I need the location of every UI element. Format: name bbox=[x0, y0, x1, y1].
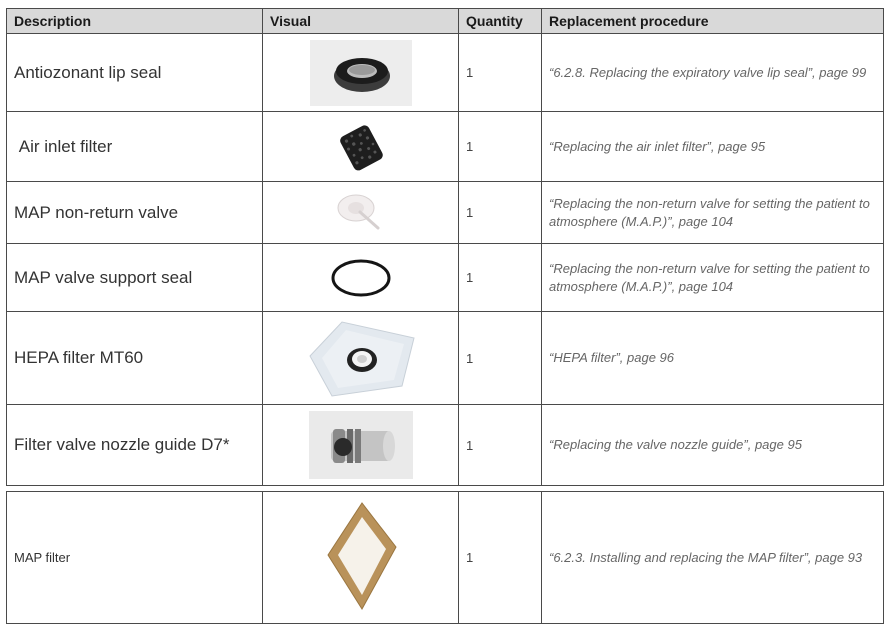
table-row bbox=[7, 244, 884, 312]
row-description: HEPA filter MT60 bbox=[7, 312, 263, 405]
hepa-filter-photo bbox=[302, 316, 420, 400]
lip-seal-photo bbox=[310, 40, 412, 106]
row-description bbox=[7, 112, 263, 182]
row-visual bbox=[263, 244, 459, 312]
row-visual bbox=[263, 112, 459, 182]
header-visual: Visual bbox=[263, 9, 459, 34]
row-visual bbox=[263, 182, 459, 244]
row-quantity: 1 bbox=[459, 244, 542, 312]
row-quantity: 1 bbox=[459, 312, 542, 405]
row-description: MAP filter bbox=[7, 492, 263, 624]
row-quantity: 1 bbox=[459, 34, 542, 112]
table-row bbox=[7, 492, 884, 624]
row-procedure: “Replacing the non-return valve for setting the patient to atmosphere (M.A.P.)”, page 104 bbox=[542, 244, 884, 312]
parts-table bbox=[6, 8, 884, 624]
row-visual bbox=[263, 405, 459, 486]
header-quantity: Quantity bbox=[459, 9, 542, 34]
nozzle-guide-photo bbox=[309, 411, 413, 479]
foam-filter-photo bbox=[331, 119, 391, 175]
row-quantity: 1 bbox=[459, 492, 542, 624]
row-procedure: “Replacing the non-return valve for setting the patient to atmosphere (M.A.P.)”, page 104 bbox=[542, 182, 884, 244]
row-description: MAP non-return valve bbox=[7, 182, 263, 244]
header-row bbox=[7, 9, 884, 34]
header-description: Description bbox=[7, 9, 263, 34]
row-procedure: “HEPA filter”, page 96 bbox=[542, 312, 884, 405]
row-quantity: 1 bbox=[459, 182, 542, 244]
row-description: Antiozonant lip seal bbox=[7, 34, 263, 112]
row-description: MAP valve support seal bbox=[7, 244, 263, 312]
header-procedure: Replacement procedure bbox=[542, 9, 884, 34]
row-procedure: “Replacing the valve nozzle guide”, page 95 bbox=[542, 405, 884, 486]
table-row bbox=[7, 34, 884, 112]
o-ring-seal-photo bbox=[326, 255, 396, 301]
map-filter-photo bbox=[322, 497, 400, 619]
row-visual bbox=[263, 312, 459, 405]
row-procedure: “Replacing the air inlet filter”, page 95 bbox=[542, 112, 884, 182]
table-row bbox=[7, 112, 884, 182]
table-row bbox=[7, 405, 884, 486]
row-visual bbox=[263, 492, 459, 624]
row-visual bbox=[263, 34, 459, 112]
row-procedure: “6.2.3. Installing and replacing the MAP filter”, page 93 bbox=[542, 492, 884, 624]
row-quantity: 1 bbox=[459, 405, 542, 486]
table-row bbox=[7, 312, 884, 405]
table-row bbox=[7, 182, 884, 244]
row-quantity: 1 bbox=[459, 112, 542, 182]
row-description-text: Air inlet filter bbox=[18, 136, 113, 156]
row-description: Filter valve nozzle guide D7* bbox=[7, 405, 263, 486]
row-procedure: “6.2.8. Replacing the expiratory valve lip seal”, page 99 bbox=[542, 34, 884, 112]
non-return-valve-photo bbox=[326, 188, 396, 238]
